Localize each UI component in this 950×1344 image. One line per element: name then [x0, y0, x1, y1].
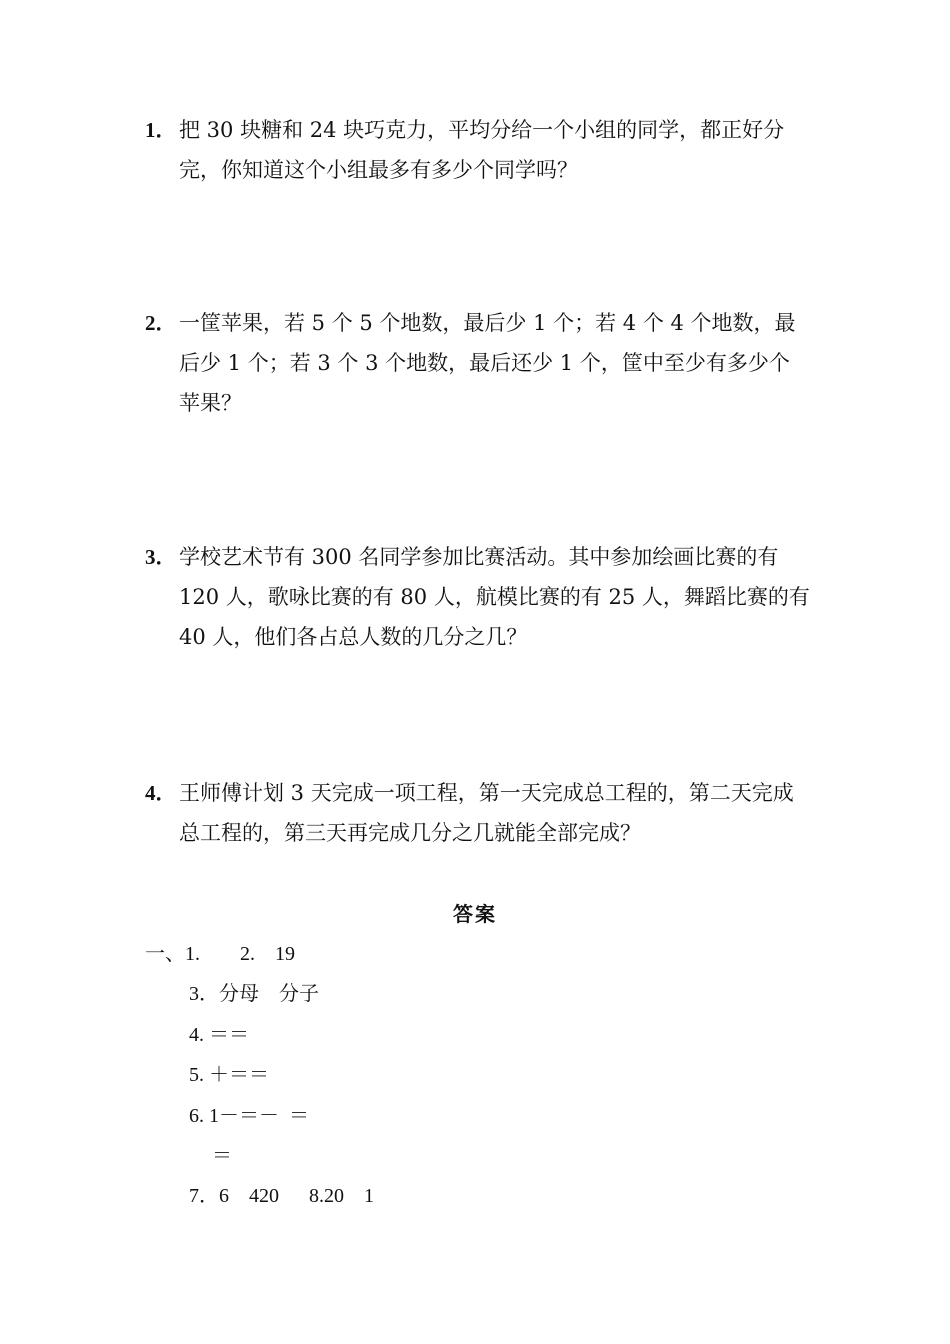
- problem-number: 1．: [145, 118, 177, 142]
- answer-line-1: 一、1. 2. 19: [145, 943, 295, 965]
- answer-line-4: 4. ＝＝: [189, 1024, 249, 1046]
- problem-1: [145, 110, 810, 190]
- problem-text: 王师傅计划 3 天完成一项工程，第一天完成总工程的，第二天完成总工程的，第三天再完成几分之几就能全部完成？: [179, 781, 794, 845]
- answer-line-6-cont: ＝: [212, 1145, 232, 1167]
- answer-line-7: 7．6 420 8.20 1: [189, 1185, 374, 1207]
- problem-text: 学校艺术节有 300 名同学参加比赛活动。其中参加绘画比赛的有 120 人，歌咏比赛的有 80 人，航模比赛的有 25 人，舞蹈比赛的有 40 人，他们各占总人数的几分之几？: [179, 545, 810, 649]
- problem-number: 4．: [145, 781, 177, 805]
- problem-4: [145, 773, 810, 853]
- problem-3: [145, 537, 810, 657]
- answer-line-3: 3．分母 分子: [189, 983, 319, 1005]
- problem-number: 3．: [145, 545, 177, 569]
- problem-text: 一筐苹果，若 5 个 5 个地数，最后少 1 个；若 4 个 4 个地数，最后少 1 个；若 3 个 3 个地数，最后还少 1 个，筐中至少有多少个苹果？: [179, 311, 796, 415]
- problem-text: 把 30 块糖和 24 块巧克力，平均分给一个小组的同学，都正好分完，你知道这个小组最多有多少个同学吗？: [179, 118, 785, 182]
- answer-title: 答案: [453, 902, 497, 926]
- answer-line-6: 6. 1－＝－ ＝: [189, 1105, 309, 1127]
- answer-line-5: 5. ＋＝＝: [189, 1064, 269, 1086]
- problem-number: 2．: [145, 311, 177, 335]
- problem-2: [145, 303, 810, 423]
